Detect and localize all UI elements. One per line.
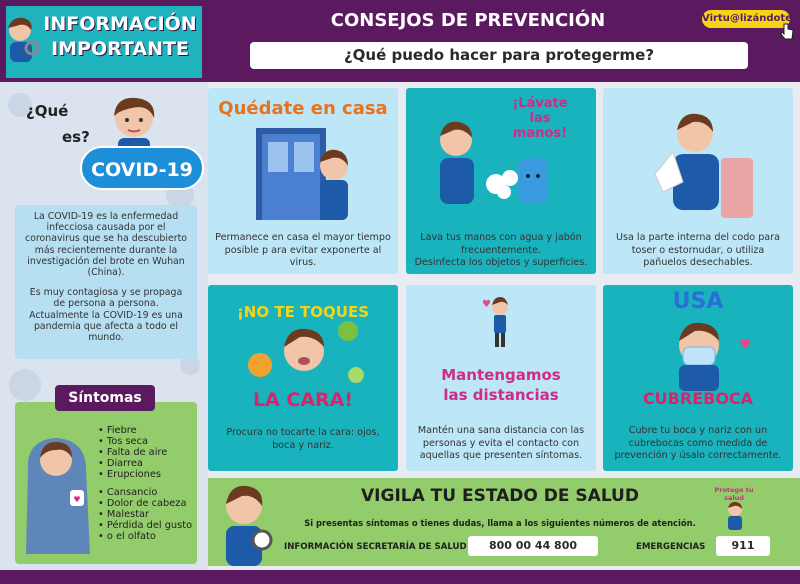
footer-bar bbox=[0, 570, 800, 584]
dont-touch-label-1: ¡NO TE TOQUES bbox=[236, 303, 370, 321]
health-info-number[interactable]: 800 00 44 800 bbox=[468, 536, 598, 556]
symptom-item: • Erupciones bbox=[98, 469, 206, 480]
que-es-label-1: ¿Qué bbox=[26, 102, 69, 120]
covid-paragraph-1: La COVID-19 es la enfermedad infecciosa causada por el coronavirus que se ha descubierto más recientemente durante la investigación del brote en Wuhan (China). bbox=[24, 211, 187, 279]
avatar-small-icon bbox=[722, 500, 748, 530]
question-banner: ¿Qué puedo hacer para protegerme? bbox=[250, 42, 748, 69]
protect-health-badge: Protege tu salud bbox=[714, 486, 754, 502]
symptom-item: • Cansancio bbox=[98, 487, 206, 498]
symptom-item: • Dolor de cabeza bbox=[98, 498, 206, 509]
tile-cough-elbow bbox=[603, 88, 793, 274]
health-info-label: INFORMACIÓN SECRETARÍA DE SALUD bbox=[284, 542, 467, 552]
header-left-title-line1: INFORMACIÓN bbox=[43, 13, 197, 35]
keep-distance-label-1: Mantengamos bbox=[441, 366, 561, 384]
symptom-item: • Fiebre bbox=[98, 425, 206, 436]
wash-hands-label-1: ¡Lávate bbox=[512, 96, 568, 111]
header-left-title-line2: IMPORTANTE bbox=[51, 38, 189, 60]
svg-text:♥: ♥ bbox=[482, 299, 491, 310]
emergency-number[interactable]: 911 bbox=[716, 536, 770, 556]
wash-hands-caption: Lava tus manos con agua y jabón frecuentemente. Desinfecta los objetos y superficies. bbox=[414, 232, 588, 269]
covid-19-bubble: COVID-19 bbox=[80, 146, 204, 190]
stay-home-label: Quédate en casa bbox=[218, 98, 388, 119]
symptoms-list bbox=[98, 425, 206, 542]
wash-hands-label bbox=[490, 96, 590, 141]
symptom-item: • Pérdida del gusto bbox=[98, 520, 206, 531]
symptoms-title: Síntomas bbox=[55, 385, 155, 411]
dont-touch-label-2: LA CARA! bbox=[252, 389, 354, 411]
keep-distance-caption: Mantén una sana distancia con las personas y evita el contacto con aquellas que presenten síntomas. bbox=[417, 425, 585, 462]
keep-distance-label bbox=[406, 365, 596, 405]
vigila-title: VIGILA TU ESTADO DE SALUD bbox=[361, 486, 639, 506]
svg-text:♥: ♥ bbox=[73, 495, 81, 504]
que-es-label-2: es? bbox=[62, 128, 90, 146]
tile-stay-home bbox=[208, 88, 398, 274]
emergency-label: EMERGENCIAS bbox=[636, 542, 706, 552]
symptom-item: • Malestar bbox=[98, 509, 206, 520]
wash-hands-label-2: las bbox=[529, 111, 551, 126]
use-mask-caption: Cubre tu boca y nariz con un cubrebocas como medida de prevención y úsalo correctamente. bbox=[614, 425, 782, 462]
symptom-item: • Falta de aire bbox=[98, 447, 206, 458]
dont-touch-caption: Procura no tocarte la cara: ojos, boca y nariz. bbox=[226, 427, 380, 451]
avatar-sick-blanket-icon bbox=[20, 430, 96, 560]
tile-keep-distance bbox=[406, 285, 596, 471]
symptom-item: • Diarrea bbox=[98, 458, 206, 469]
symptom-item: • o el olfato bbox=[98, 531, 206, 542]
brand-logo[interactable]: Virtu@lizándote bbox=[702, 10, 790, 28]
avatar-magnifier-icon bbox=[214, 480, 274, 566]
cursor-hand-icon bbox=[780, 22, 794, 40]
keep-distance-label-2: las distancias bbox=[443, 386, 559, 404]
wash-hands-label-3: manos! bbox=[512, 126, 568, 141]
tile-use-mask bbox=[603, 285, 793, 471]
covid-description-box bbox=[15, 205, 197, 359]
svg-text:♥: ♥ bbox=[739, 337, 752, 353]
cough-elbow-caption: Usa la parte interna del codo para toser o estornudar, o utiliza pañuelos desechables. bbox=[615, 232, 781, 269]
covid-paragraph-2: Es muy contagiosa y se propaga de persona a persona. Actualmente la COVID-19 es una pandemia que afecta a todo el mundo. bbox=[29, 287, 183, 344]
use-mask-label-2: CUBREBOCA bbox=[642, 389, 754, 408]
tile-wash-hands bbox=[406, 88, 596, 274]
symptom-item: • Tos seca bbox=[98, 436, 206, 447]
tile-dont-touch-face bbox=[208, 285, 398, 471]
vigila-subtitle: Si presentas síntomas o tienes dudas, llama a los siguientes números de atención. bbox=[304, 518, 696, 528]
header-left-title bbox=[36, 12, 204, 62]
use-mask-label-1: USA bbox=[672, 289, 724, 314]
tissue-sneeze-icon bbox=[603, 88, 793, 224]
stay-home-caption: Permanece en casa el mayor tiempo posible p ara evitar exponerte al virus. bbox=[215, 232, 391, 269]
page-title: CONSEJOS DE PREVENCIÓN bbox=[330, 10, 606, 31]
